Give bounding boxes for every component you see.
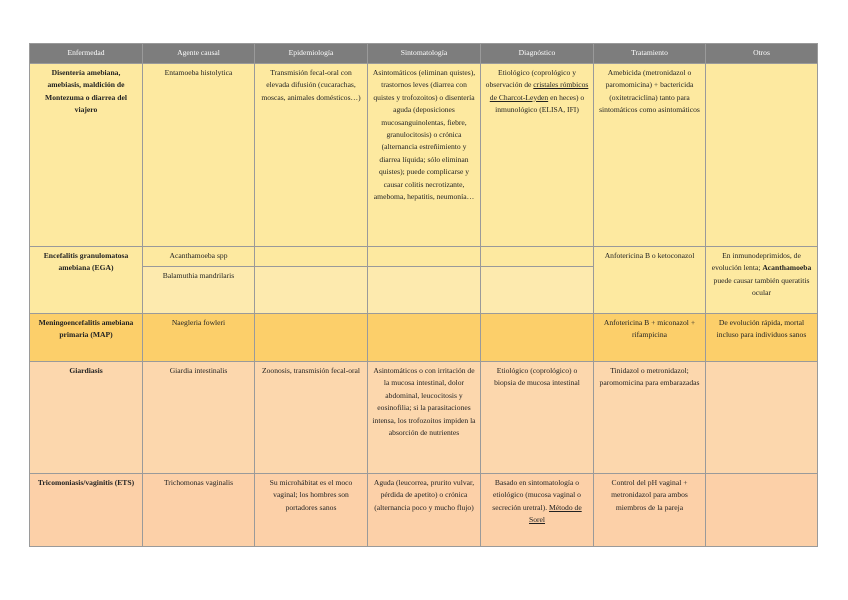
cell-tratamiento: Tinidazol o metronidazol; paromomicina para embarazadas [594, 362, 706, 474]
cell-epidemiologia: Zoonosis, transmisión fecal-oral [255, 362, 368, 474]
header-row [30, 44, 818, 64]
cell-tratamiento: Anfotericina B + miconazol + rifampicina [594, 314, 706, 362]
header-epidemiologia: Epidemiología [255, 44, 368, 64]
cell-otros [706, 362, 818, 474]
diagnostico-text-post: en heces) o inmunológico (ELISA, IFI) [495, 92, 585, 115]
cell-enfermedad: Meningoencefalitis amebiana primaria (MAP) [30, 314, 143, 362]
cell-otros [706, 247, 818, 314]
cell-agente-1: Acanthamoeba spp [143, 247, 255, 267]
cell-otros [706, 64, 818, 247]
cell-epidemiologia [255, 314, 368, 362]
cell-agente: Naegleria fowleri [143, 314, 255, 362]
table-row-disenteria [30, 64, 818, 247]
cell-enfermedad: Giardiasis [30, 362, 143, 474]
diagnostico-text-pre: Etiológico (coprológico y observación de [485, 68, 577, 90]
otros-text-pre: En inmunodeprimidos, de evolución lenta; [711, 251, 801, 273]
cell-sintomatologia [368, 314, 481, 362]
cell-sintomatologia: Asintomáticos o con irritación de la mucosa intestinal, dolor abdominal, leucocitosis y eosinofilia; si la parasitaciones intensa, los trofozoitos impiden la absorción de nutrientes [368, 362, 481, 474]
header-sintomatologia: Sintomatología [368, 44, 481, 64]
cell-diagnostico [481, 314, 594, 362]
cell-epidemiologia-1 [255, 247, 368, 267]
cell-diagnostico [481, 474, 594, 547]
cell-epidemiologia: Su microhábitat es el moco vaginal; los hombres son portadores sanos [255, 474, 368, 547]
cell-agente: Trichomonas vaginalis [143, 474, 255, 547]
cell-tratamiento: Anfotericina B o ketoconazol [594, 247, 706, 314]
cell-otros [706, 474, 818, 547]
cell-agente: Entamoeba histolytica [143, 64, 255, 247]
cell-diagnostico-1 [481, 247, 594, 267]
otros-text-post: puede causar también queratitis ocular [713, 275, 810, 298]
table-row-giardiasis [30, 362, 818, 474]
cell-enfermedad: Encefalitis granulomatosa amebiana (EGA) [30, 247, 143, 314]
cell-enfermedad: Tricomoniasis/vaginitis (ETS) [30, 474, 143, 547]
metodo-sorel-link[interactable]: Método de Sorel [528, 502, 582, 525]
cell-sintomatologia-2 [368, 267, 481, 314]
table-row-map [30, 314, 818, 362]
disease-table-container [29, 43, 817, 547]
cell-diagnostico [481, 64, 594, 247]
header-enfermedad: Enfermedad [30, 44, 143, 64]
header-tratamiento: Tratamiento [594, 44, 706, 64]
cell-epidemiologia: Transmisión fecal-oral con elevada difusión (cucarachas, moscas, animales domésticos…) [255, 64, 368, 247]
header-agente-causal: Agente causal [143, 44, 255, 64]
cell-diagnostico: Etiológico (coprológico) o biopsia de mucosa intestinal [481, 362, 594, 474]
table-row-tricomoniasis [30, 474, 818, 547]
cell-enfermedad: Disentería amebiana, amebiasis, maldición de Montezuma o diarrea del viajero [30, 64, 143, 247]
disease-table [29, 43, 818, 547]
cell-sintomatologia-1 [368, 247, 481, 267]
table-row-ega [30, 247, 818, 267]
charcot-leyden-link[interactable]: cristales rómbicos de Charcot-Leyden [489, 80, 589, 102]
cell-diagnostico-2 [481, 267, 594, 314]
diagnostico-text-pre: Basado en sintomatología o etiológico (mucosa vaginal o secreción uretral). [492, 478, 581, 512]
cell-tratamiento: Amebicida (metronidazol o paromomicina) + bactericida (oxitetraciclina) tanto para sintomáticos como asintomáticos [594, 64, 706, 247]
cell-tratamiento: Control del pH vaginal + metronidazol para ambos miembros de la pareja [594, 474, 706, 547]
otros-acanthamoeba: Acanthamoeba [762, 263, 812, 273]
cell-agente: Giardia intestinalis [143, 362, 255, 474]
cell-agente-2: Balamuthia mandrilaris [143, 267, 255, 314]
cell-otros: De evolución rápida, mortal incluso para individuos sanos [706, 314, 818, 362]
cell-epidemiologia-2 [255, 267, 368, 314]
cell-sintomatologia: Asintomáticos (eliminan quistes), trastornos leves (diarrea con quistes y trofozoitos) o disentería aguda (deposiciones mucosanguinolentas, fiebre, granulocitosis) o crónica (alternancia estreñimiento y diarrea líquida; sólo eliminan quistes); puede complicarse y causar colitis necrotizante, ameboma, hepatitis, neumonía… [368, 64, 481, 247]
cell-sintomatologia: Aguda (leucorrea, prurito vulvar, pérdida de apetito) o crónica (alternancia poco y mucho flujo) [368, 474, 481, 547]
header-otros: Otros [706, 44, 818, 64]
header-diagnostico: Diagnóstico [481, 44, 594, 64]
